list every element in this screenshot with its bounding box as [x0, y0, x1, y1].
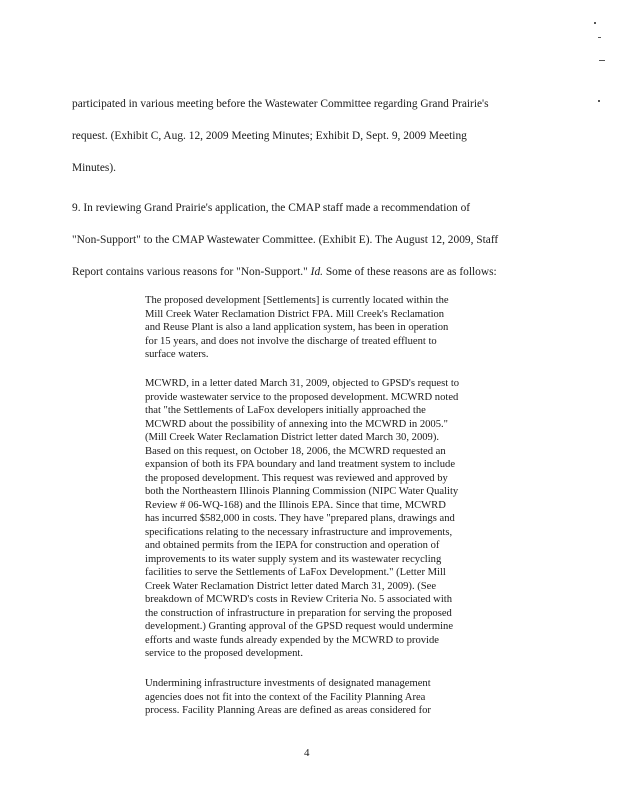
quote-line: development.) Granting approval of the GPSD request would undermine — [145, 621, 454, 632]
scan-mark — [598, 100, 600, 102]
quote-line: Mill Creek Water Reclamation District FPA. Mill Creek's Reclamation — [145, 308, 445, 320]
citation-id: Id. — [310, 266, 323, 278]
quote-line: expansion of both its FPA boundary and land treatment system to include — [145, 459, 456, 470]
body-text: Report contains various reasons for "Non-Support." — [72, 266, 311, 278]
quote-line: specifications relating to the necessary infrastructure and improvements, — [145, 526, 453, 538]
quote-line: the proposed development. This request was reviewed and approved by — [145, 472, 448, 484]
quote-line: (Mill Creek Water Reclamation District letter dated March 30, 2009). — [145, 432, 440, 443]
body-line: "Non-Support" to the CMAP Wastewater Committee. (Exhibit E). The August 12, 2009, Staff — [72, 234, 499, 246]
quote-line: The proposed development [Settlements] is currently located within the — [145, 295, 449, 306]
quote-line: service to the proposed development. — [145, 648, 303, 659]
quote-line: the construction of infrastructure in preparation for serving the proposed — [145, 607, 452, 619]
quote-line: Based on this request, on October 18, 2006, the MCWRD requested an — [145, 445, 446, 457]
body-text: Some of these reasons are as follows: — [323, 266, 497, 278]
quote-line: surface waters. — [145, 349, 209, 360]
quote-line: and obtained permits from the IEPA for construction and operation of — [145, 540, 440, 551]
body-line: request. (Exhibit C, Aug. 12, 2009 Meeting Minutes; Exhibit D, Sept. 9, 2009 Meeting — [72, 130, 467, 142]
quote-line: Undermining infrastructure investments of designated management — [145, 678, 431, 689]
body-line: Minutes). — [72, 162, 116, 174]
quote-line: Review # 06-WQ-168) and the Illinois EPA. Since that time, MCWRD — [145, 499, 446, 511]
quote-line: provide wastewater service to the proposed development. MCWRD noted — [145, 391, 459, 403]
quote-line: process. Facility Planning Areas are defined as areas considered for — [145, 705, 431, 716]
body-line: participated in various meeting before the Wastewater Committee regarding Grand Prairie's — [72, 98, 489, 110]
quote-line: facilities to serve the Settlements of LaFox Development." (Letter Mill — [145, 567, 446, 578]
scan-mark — [594, 22, 596, 24]
quote-line: Creek Water Reclamation District letter dated March 31, 2009). (See — [145, 580, 437, 592]
scan-mark — [599, 60, 605, 61]
quote-line: that "the Settlements of LaFox developers initially approached the — [145, 405, 426, 416]
quote-line: improvements to its water supply system and its wastewater recycling — [145, 553, 442, 565]
quote-line: agencies does not fit into the context of the Facility Planning Area — [145, 691, 426, 703]
quote-line: efforts and waste funds already expended by the MCWRD to provide — [145, 634, 439, 646]
scan-mark — [598, 37, 601, 38]
quote-line: for 15 years, and does not involve the discharge of treated effluent to — [145, 335, 437, 347]
body-line: 9. In reviewing Grand Prairie's application, the CMAP staff made a recommendation of — [72, 202, 471, 214]
quote-line: and Reuse Plant is also a land application system, has been in operation — [145, 322, 449, 333]
quote-line: has incurred $582,000 in costs. They have "prepared plans, drawings and — [145, 513, 455, 524]
quote-line: both the Northeastern Illinois Planning Commission (NIPC Water Quality — [145, 486, 459, 497]
body-line — [72, 265, 497, 279]
page-number: 4 — [304, 747, 310, 759]
quote-line: MCWRD, in a letter dated March 31, 2009, objected to GPSD's request to — [145, 378, 460, 389]
quote-line: MCWRD about the possibility of annexing into the MCWRD in 2005." — [145, 418, 448, 430]
quote-line: breakdown of MCWRD's costs in Review Criteria No. 5 associated with — [145, 594, 453, 605]
